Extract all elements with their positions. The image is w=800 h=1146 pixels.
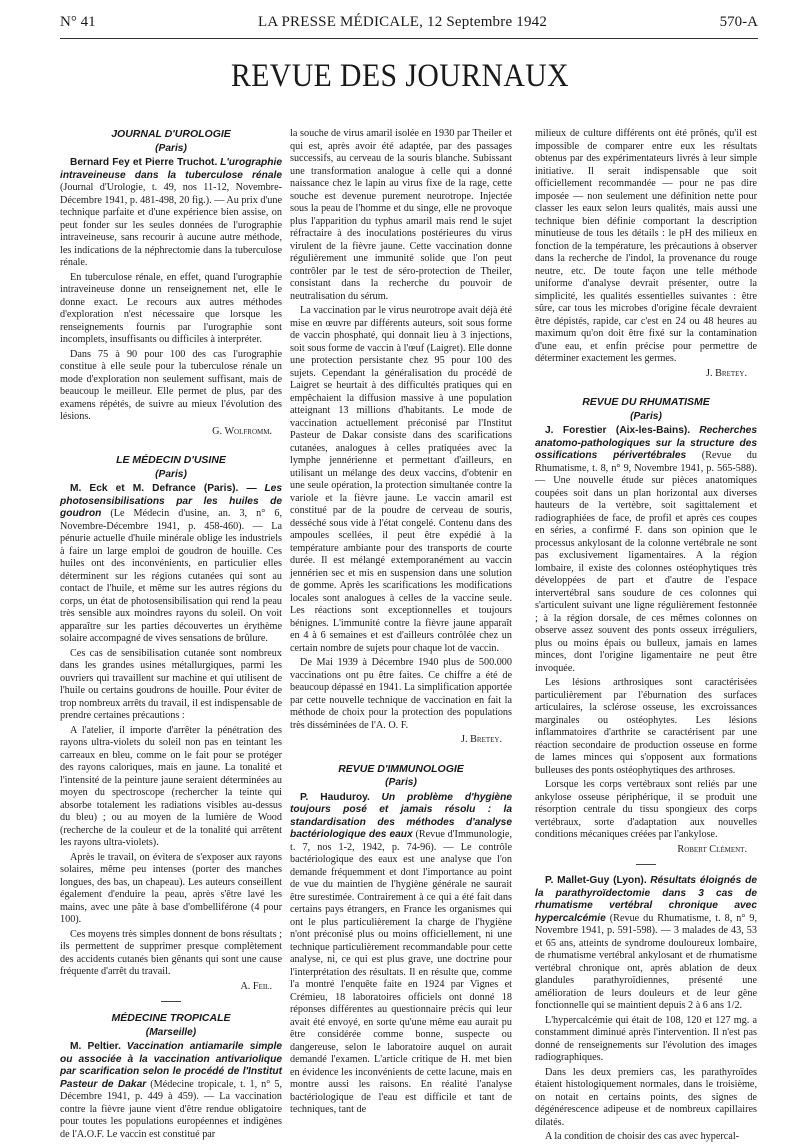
abstract-paragraph	[535, 425, 757, 675]
reviewer-signature: J. Bretey.	[706, 367, 747, 379]
section-title: REVUE DU RHUMATISME	[582, 396, 710, 408]
section-place: (Paris)	[155, 142, 187, 154]
abstract-title: Recherches anatomo-pathologiques sur la structure des ossifications périvertébrales	[535, 425, 757, 461]
section-place: (Paris)	[385, 777, 417, 788]
reviewer-signature: A. Feil.	[240, 980, 272, 992]
reviewer-signature: Robert Clément.	[677, 843, 747, 855]
abstract-paragraph: Dans les deux premiers cas, les parathyroïdes étaient histologiquement normales, dans le troisième, on notait en certains points, des signes de dégénérescence adipeuse et de nombreux capillaires dilatés.	[535, 1066, 757, 1128]
abstract-title: Vaccination antiamarile simple ou associée à la vaccination antivariolique par scarification selon le procédé de l'Institut Pasteur de Dakar	[60, 1041, 283, 1090]
abstract-paragraph: La vaccination par le virus neurotrope avait déjà été mise en œuvre par différents auteurs, soit sous forme de vaccin phosphaté, qui donnait lieu à 3 injections, soit sous forme de vaccin à l'œuf (Laigret). Elle donne une protection persistante chez 95 pour 100 des sujets. Cependant la généralisation du procédé de Laigret se heurtait à des difficultés pratiques qui en empêchaient la diffusion massive à une population atteignant 13 millions d'habitants. Le mode de vaccination actuellement préconisé par l'Institut Pasteur de Dakar consiste dans des scarifications cutanées, analogues à celles pratiquées avec la lymphe jennérienne et permettant d'ailleurs, en utilisant un mélange des deux vaccins, d'obtenir en une seule opération, la protection simultanée contre la variole et la fièvre jaune. Le vaccin amaril est constitué par de la poudre de cerveau de souris, desséché sous vide à l'état congelé. Contenu dans des ampoules scellées, il peut être expédié à la température ambiante pour des transports de courte durée. Il est mélangé extemporanément au vaccin jennérien sec et mis en suspension dans une solution de gomme. Après les scarifications les modifications locales sont analogues à celles de la vaccine seule. Les réactions sont exceptionnelles et toujours bénignes. L'immunité contre la fièvre jaune apparaît en 4 à 6 semaines et est d'ailleurs contrôlée chez un certain nombre de sujets pour chaque lot de vaccin.	[290, 305, 512, 654]
column-1	[60, 128, 282, 1143]
abstract-paragraph: Dans 75 à 90 pour 100 des cas l'urographie constitue à elle seule pour la tuberculose rénale un mode d'exploration non seulement suffisant, mais de beaucoup le meilleur. Elle permet de plus, par des examens répétés, de suivre au mieux l'évolution des lésions.	[60, 348, 282, 422]
abstract-body: (Revue du Rhumatisme, t. 8, n° 9, Novembre 1941, p. 565-588). — Une nouvelle étude sur pièces anatomiques coupées soit dans un plan horizontal aux diverses hauteurs de la vertèbre, soit sagittalement et radiographiées de face, de profil et après ces coupes en séries, a confirmé F. dans son opinion que le processus ankylosant de la colonne vertébrale ne sont pas exclusivement ligamentaires. A la région lombaire, il existe des colonnes ostéophytiques très développées de part et d'autre de l'espace intervertébral sans soudure de ces colonnes qui s'articulent suivant une ligne régulièrement festonnée ; à la région dorsale, de ces mêmes colonnes on observe assez souvent des ponts osseux irréguliers, plus ou moins épais ou bulleux, jamais en lames minces, dont l'origine ligamentaire ne peut être invoquée.	[535, 450, 757, 674]
section-divider	[636, 864, 656, 865]
section-divider	[161, 1001, 181, 1002]
abstract-body: (Médecine tropicale, t. 1, n° 5, Décembre 1941, p. 449 à 459). — La vaccination contre la fièvre jaune vient d'être rendue obligatoire pour toutes les populations européennes et indigènes de l'A.O.F. Le vaccin est constitué par	[60, 1078, 282, 1140]
abstract-paragraph: milieux de culture différents ont été prônés, qu'il est impossible de comparer entre eux les résultats obtenus par des expérimentateurs livrés à leur simple initiative. Il serait indispensable que soit officiellement recommandée — pour ne pas dire imposée — non seulement une définition nette pour classer les eaux selon leurs qualités, mais aussi une technique bien définie comportant la description minutieuse de tous les détails : le pH des milieux en fonction de la température, les précautions à observer dans la recherche de l'indol, la provenance du rouge neutre, etc. De toute façon une telle méthode uniforme d'analyse devrait présenter, outre la simplicité, les qualités essentielles suivantes : être sûre, car tous les microbes d'origine fécale devraient être dépistés, rapide, car c'est en 24 ou 48 heures au maximum qu'on doit être fixé sur la contamination d'une eau, et enfin précise pour permettre de déterminer exactement les germes.	[535, 128, 757, 364]
abstract-paragraph: la souche de virus amaril isolée en 1930 par Theiler et qui est, après avoir été adaptée, par des passages successifs, au cerveau de la souris blanche. Subissant une transformation analogue à celle qui a donné naissance chez le lapin au virus fixe de la rage, cette souche est devenue purement neurotrope. Injectée sous la peau de l'homme et du singe, elle ne provoque plus l'apparition du typhus amaril mais rend le sujet réfractaire à des inoculations postérieures du virus virulent de la fièvre jaune. Cette vaccination donne régulièrement une immunité solide que l'on peut contrôler par le test de séro-protection de Theiler, consistant dans la recherche du pouvoir de neutralisation du sérum.	[290, 128, 512, 302]
abstract-paragraph: Ces moyens très simples donnent de bons résultats ; ils permettent de supprimer presque complètement des accidents cutanés bien gênants qui sont une cause fréquente d'arrêt du travail.	[60, 928, 282, 977]
abstract-body: (Revue d'Immunologie, t. 7, nos 1-2, 1942, p. 74-96). — Le contrôle bactériologique des eaux est une analyse que l'on demande fréquemment et dont l'importance au point de vue du maintien de l'hygiène générale ne saurait être surestimée. Contrairement à ce qui a été fait dans certains pays étrangers, en France les organismes qui ont le plus particulièrement la charge de l'hygiène n'ont préconisé plus ou moins officiellement, ni une technique particulièrement recommandable pour cette analyse, ni, ce qui est plus grave, une doctrine pour l'interprétation des résultats. Il en résulte que, comme l'a montré l'enquête faite en 1924 par Vignes et Crémieu, 18 laboratoires officiels ont donné 18 réponses différentes au questionnaire précis qui leur avait été envoyé, en sorte qu'une même eau aurait pu être considérée comme bonne, suspecte ou dangereuse, selon le laboratoire auquel on aurait demandé l'examen. L'article critique de H. met bien en évidence les inconvénients de cette lacune, mais en montre aussi les raisons. En réalité l'analyse bactériologique de l'eau est difficile et tant de techniques, tant de	[290, 829, 512, 1115]
section-title: LE MÉDECIN D'USINE	[116, 454, 226, 466]
section-banner: REVUE DES JOURNAUX	[230, 58, 570, 94]
abstract-paragraph: A l'atelier, il importe d'arrêter la pénétration des rayons ultra-violets du soleil non pas en teintant les carreaux en bleu, comme on le fait pour se protéger des rayons caloriques, mais en jaune. La tonalité et l'intensité de la peinture jaune seraient déterminées au moyen du spectroscope (rechercher la teinte qui absorbe totalement les radiations visibles au-dessus du bleu) ; ou au moyen de la lumière de Wood (recherche de la couleur et de la tonalité qui arrêtent les rayons ultra-violets).	[60, 724, 282, 848]
abstract-title: L'urographie intraveineuse dans la tuberculose rénale	[60, 157, 282, 181]
abstract-title: Un problème d'hygiène toujours posé et jamais résolu : la standardisation des méthodes d'analyse bactériologique des eaux	[290, 791, 512, 840]
issue-number: N° 41	[60, 14, 96, 30]
abstract-paragraph: Lorsque les corps vertébraux sont reliés par une ankylose osseuse périphérique, il se produit une résorption centrale du tissu spongieux des corps vertébraux, sorte d'adaptation aux nouvelles conditions mécaniques créées par l'ankylose.	[535, 779, 757, 840]
reviewer-signature: G. Wolfromm.	[212, 425, 272, 437]
abstract-paragraph	[535, 875, 757, 1013]
section-place: (Paris)	[155, 468, 187, 480]
abstract-title: Résultats éloignés de la parathyroïdectomie dans 3 cas de rhumatisme vertébral chronique avec hypercalcémie	[535, 875, 757, 924]
abstract-paragraph: Après le travail, on évitera de s'exposer aux rayons solaires, même peu intenses (porter des manches longues, des bas, un chapeau). Les auteurs conseillent également d'enduire la peau, après s'être lavé les mains, avec une pâte à base d'ombelliférone (4 pour 100).	[60, 851, 282, 925]
abstract-authors: M. Peltier.	[70, 1041, 121, 1052]
header-rule	[60, 38, 758, 39]
abstract-paragraph: L'hypercalcémie qui était de 108, 120 et 127 mg. a constamment diminué après l'intervention. Il n'est pas donné de renseignements sur l'évolution des images radiographiques.	[535, 1014, 757, 1063]
abstract-paragraph	[290, 792, 512, 1117]
column-3	[535, 128, 757, 1146]
abstract-paragraph: A la condition de choisir des cas avec hypercal-	[545, 1131, 740, 1142]
abstract-body: (Journal d'Urologie, t. 49, nos 11-12, Novembre-Décembre 1941, p. 481-498, 20 fig.). — Au prix d'une technique parfaite et d'une expérience bien assise, on peut fonder sur les seules données de l'urographie intraveineuse, sans recourir à aucune autre méthode, les indications de la néphrectomie dans la tuberculose rénale.	[60, 182, 282, 268]
section-place: (Marseille)	[145, 1026, 197, 1038]
section-title: REVUE D'IMMUNOLOGIE	[338, 762, 464, 775]
abstract-authors: P. Hauduroy.	[300, 791, 370, 803]
abstract-paragraph: Les lésions arthrosiques sont caractérisées particulièrement par l'éburnation des surfaces articulaires, la sclérose osseuse, les excroissances marginales ou ostéophytes. Les lésions inflammatoires d'arthrite se caractérisent par une réaction secondaire de production osseuse en forme de lames minces qui s'opposent aux formations bulleuses des ponts ostéophytiques des arthroses.	[535, 677, 757, 776]
abstract-paragraph: De Mai 1939 à Décembre 1940 plus de 500.000 vaccinations ont pu être faites. Ce chiffre a été de beaucoup dépassé en 1941. La simplification apportée par cette nouvelle technique de vaccination en fait la méthode de choix pour la protection des populations très disséminées de l'A. O. F.	[290, 657, 512, 731]
abstract-body: (Revue du Rhumatisme, t. 8, n° 9, Novembre 1941, p. 591-598). — 3 malades de 43, 53 et 65 ans, atteints de syndrome douloureux lombaire, de rhumatisme vertébral ankylosant et de rhumatisme vertébral chronique ont, après ablation de deux glandules parathyroïdiennes, présenté une amélioration de leurs douleurs et de leur gêne fonctionnelle qui se maintient depuis 2 à 6 ans 1/2.	[535, 912, 758, 1011]
abstract-authors: P. Mallet-Guy (Lyon).	[545, 875, 647, 886]
abstract-authors: J. Forestier (Aix-les-Bains).	[545, 425, 691, 436]
journal-title: LA PRESSE MÉDICALE, 12 Septembre 1942	[258, 14, 548, 30]
page-number: 570-A	[719, 14, 758, 30]
abstract-body: (Le Médecin d'usine, an. 3, n° 6, Novembre-Décembre 1941, p. 458-460). — La pénurie actuelle d'huile minérale oblige les industriels à faire un large emploi de goudron de houille. Ces huiles ont des inconvénients, en particulier elles déterminent sur les régions cutanées qui sont au contact de l'huile, et même sur les autres régions du corps, un état de photosensibilisation qui rend la peau très sensible aux moindres rayons du soleil. On voit apparaître sur les parties découvertes un érythème solaire accompagné de vives sensations de brûlure.	[60, 508, 282, 644]
abstract-authors: Bernard Fey et Pierre Truchot.	[70, 157, 218, 168]
abstract-paragraph	[60, 483, 282, 646]
running-header	[60, 14, 758, 36]
abstract-paragraph: Ces cas de sensibilisation cutanée sont nombreux dans les grandes usines métallurgiques, parmi les ouvriers qui travaillent sur machine et qui utilisent de l'huile ou certains goudrons de houille. Pour éviter de trop nombreux arrêts du travail, il est indispensable de prendre certaines précautions :	[60, 647, 282, 721]
abstract-paragraph: En tuberculose rénale, en effet, quand l'urographie intraveineuse donne un renseignement net, elle le donne exact. Le recours aux autres méthodes d'exploration n'est nécessaire que lorsque les renseignements fournis par l'urographie sont incomplets, insuffisants ou difficiles à interpréter.	[60, 271, 282, 345]
abstract-title: Les photosensibilisations par les huiles de goudron	[60, 483, 282, 519]
abstract-paragraph	[60, 1041, 282, 1141]
column-2	[290, 128, 512, 1119]
reviewer-signature: J. Bretey.	[461, 734, 502, 745]
abstract-authors: M. Eck et M. Defrance (Paris). —	[70, 483, 257, 494]
section-title: JOURNAL D'UROLOGIE	[111, 128, 231, 140]
section-title: MÉDECINE TROPICALE	[111, 1012, 231, 1024]
abstract-paragraph	[60, 157, 282, 270]
section-place: (Paris)	[630, 410, 662, 422]
